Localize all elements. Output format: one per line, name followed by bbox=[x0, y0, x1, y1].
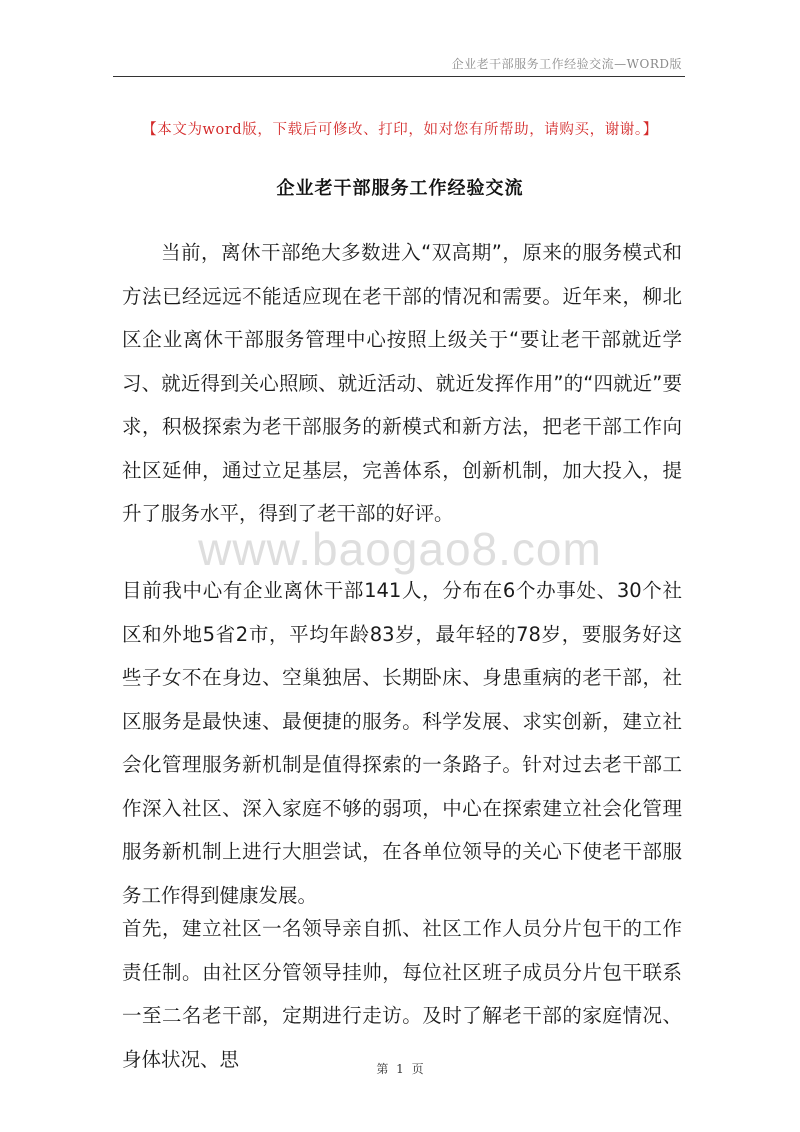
body-paragraph: 首先，建立社区一名领导亲自抓、社区工作人员分片包干的工作责任制。由社区分管领导挂帅，每位社区班子成员分片包干联系一至二名老干部，定期进行走访。及时了解老干部的家庭情况、身体状况、思 bbox=[122, 917, 682, 1071]
header-divider bbox=[113, 76, 685, 77]
download-notice: 【本文为word版，下载后可修改、打印，如对您有所帮助，请购买，谢谢。】 bbox=[142, 122, 658, 138]
watermark: www.baogao8.com bbox=[198, 523, 602, 575]
running-header: 企业老干部服务工作经验交流—WORD版 bbox=[451, 57, 682, 71]
document-title: 企业老干部服务工作经验交流 bbox=[276, 178, 524, 199]
body-paragraph: 目前我中心有企业离休干部141人，分布在6个办事处、30个社区和外地5省2市，平均年龄83岁，最年轻的78岁，要服务好这些子女不在身边、空巢独居、长期卧床、身患重病的老干部，社区服务是最快速、最便捷的服务。科学发展、求实创新，建立社会化管理服务新机制是值得探索的一条路子。针对过去老干部工作深入社区、深入家庭不够的弱项，中心在探索建立社会化管理服务新机制上进行大胆尝试，在各单位领导的关心下使老干部服务工作得到健康发展。 bbox=[122, 579, 682, 907]
page-number: 第 1 页 bbox=[376, 1062, 424, 1076]
body-paragraph: 当前，离休干部绝大多数进入“双高期”，原来的服务模式和方法已经远远不能适应现在老干部的情况和需要。近年来，柳北区企业离休干部服务管理中心按照上级关于“要让老干部就近学习、就近得到关心照顾、就近活动、就近发挥作用”的“四就近”要求，积极探索为老干部服务的新模式和新方法，把老干部工作向社区延伸，通过立足基层，完善体系，创新机制，加大投入，提升了服务水平，得到了老干部的好评。 bbox=[122, 241, 682, 525]
